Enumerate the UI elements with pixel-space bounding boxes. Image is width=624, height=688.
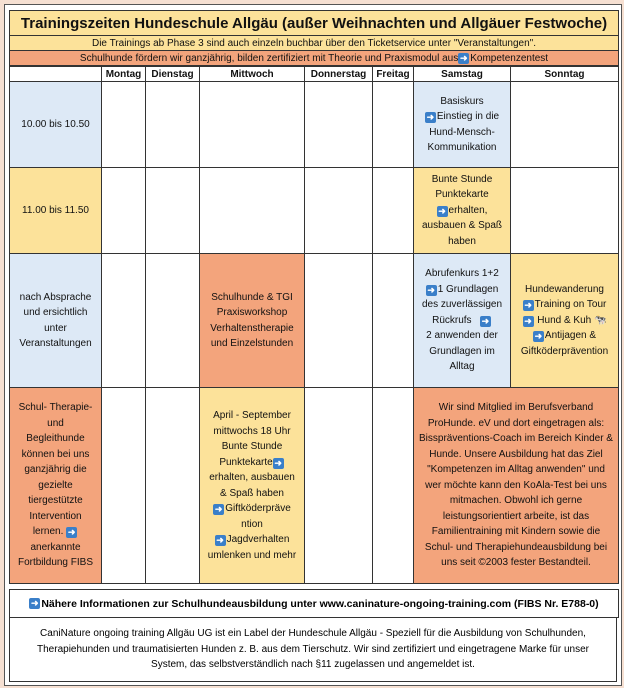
course-line: 2 anwenden der — [426, 330, 498, 342]
time-line: und — [47, 417, 64, 429]
course-line: Praxisworkshop — [216, 307, 288, 318]
header-time — [10, 67, 102, 82]
arrow-right-icon: ➜ — [481, 315, 490, 326]
empty-cell — [146, 254, 200, 388]
more-info-link[interactable] — [9, 589, 619, 618]
time-line: gezielte — [38, 479, 73, 491]
arrow-right-icon: ➜ — [438, 205, 446, 216]
header-day: Freitag — [373, 67, 414, 82]
course-line: Kommunikation — [427, 142, 497, 153]
course-cell-hundewanderung — [511, 254, 619, 388]
time-line: Schul- Therapie- — [18, 402, 93, 414]
info-line: "Kompetenzen im Alltag anwenden" und — [427, 464, 605, 476]
course-line: ➜ Einstieg in die — [426, 111, 500, 122]
schedule-sheet — [4, 4, 622, 686]
course-line: umlenken und mehr — [207, 549, 297, 561]
course-line: Abrufenkurs 1+2 — [425, 268, 499, 280]
empty-cell — [305, 168, 373, 254]
arrow-right-icon: ➜ — [274, 457, 282, 468]
empty-cell — [146, 388, 200, 584]
course-line: Punktekarte ➜ — [219, 456, 282, 468]
company-info — [9, 617, 617, 682]
empty-cell — [373, 82, 414, 168]
header-day: Mittwoch — [200, 67, 305, 82]
arrow-right-icon: ➜ — [214, 504, 223, 514]
table-row — [10, 168, 619, 254]
empty-cell — [102, 82, 146, 168]
header-day: Montag — [102, 67, 146, 82]
course-cell-bunte-stunde — [414, 168, 511, 254]
header-day: Samstag — [414, 67, 511, 82]
empty-cell — [373, 168, 414, 254]
company-info-line: CaniNature ongoing training Allgäu UG ist ein Label der Hundeschule Allgäu - Speziell für die Ausbildung von Schulhunden, — [40, 628, 586, 640]
course-line: ➜ Training on Tour — [524, 299, 607, 311]
ticket-info: Die Trainings ab Phase 3 sind auch einzeln buchbar über den Ticketservice unter "Veranstaltungen". — [9, 35, 619, 51]
info-line: Hunde. Unsere Ausbildung hat das Ziel — [429, 448, 603, 460]
course-line: erhalten, ausbauen — [209, 472, 295, 483]
school-dog-info-link: Kompetenzentest — [470, 52, 549, 64]
info-line: leistungsorientiert arbeite, ist das — [442, 510, 590, 522]
time-line: anerkannte — [30, 541, 81, 553]
info-line: ProHunde. eV und dort eingetragen als: — [427, 417, 605, 429]
time-line: nach Absprache — [19, 291, 92, 303]
info-line: wer möchte kann den KoAla-Test bei uns — [425, 479, 607, 491]
time-cell — [10, 82, 102, 168]
empty-cell — [200, 168, 305, 254]
time-line: Veranstaltungen — [19, 338, 92, 349]
empty-cell — [511, 82, 619, 168]
course-cell-mittwoch-abend — [200, 388, 305, 584]
arrow-right-icon: ➜ — [459, 52, 468, 63]
school-dog-info — [9, 50, 619, 66]
course-line: ➜ Hund & Kuh 🐄 — [524, 314, 607, 326]
arrow-right-icon: ➜ — [524, 315, 532, 326]
info-line: Schul- und Therapiehundeausbildung bei — [424, 541, 608, 553]
header-day: Dienstag — [146, 67, 200, 82]
course-cell-basiskurs — [414, 82, 511, 168]
arrow-right-icon: ➜ — [31, 598, 39, 608]
time-cell — [10, 388, 102, 584]
empty-cell — [146, 168, 200, 254]
empty-cell — [102, 168, 146, 254]
course-line: Hund-Mensch- — [429, 126, 495, 138]
empty-cell — [200, 82, 305, 168]
course-cell-workshop — [200, 254, 305, 388]
course-line: Bunte Stunde — [431, 173, 493, 185]
course-line: Alltag — [449, 361, 475, 373]
course-line: Verhaltenstherapie — [210, 322, 294, 334]
school-dog-info-text: Schulhunde fördern wir ganzjährig, bilden zertifiziert mit Theorie und Praxismodul aus — [79, 52, 459, 64]
time-line: Fortbildung FIBS — [17, 557, 94, 569]
course-line: ➜ Jagdverhalten — [216, 534, 290, 545]
cow-icon: 🐄 — [594, 314, 607, 326]
arrow-right-icon: ➜ — [534, 331, 543, 342]
page-title: Trainingszeiten Hundeschule Allgäu (außer Weihnachten und Allgäuer Festwoche) — [9, 10, 619, 36]
course-line: ➜ 1 Grundlagen — [427, 283, 499, 295]
empty-cell — [146, 82, 200, 168]
table-row — [10, 254, 619, 388]
course-line: Grundlagen im — [429, 345, 495, 357]
info-line: Bisspräventions-Coach im Bereich Kinder & — [419, 433, 613, 445]
arrow-right-icon: ➜ — [67, 527, 76, 538]
course-line: ausbauen & Spaß — [421, 220, 503, 232]
time-line: Intervention — [29, 510, 82, 522]
table-header-row — [10, 67, 619, 82]
arrow-right-icon: ➜ — [427, 284, 435, 295]
time-line: ganzjährig die — [24, 464, 87, 476]
course-line: Punktekarte — [435, 189, 489, 201]
arrow-right-icon: ➜ — [216, 535, 224, 545]
course-line: ➜ erhalten, — [438, 204, 488, 216]
course-line: haben — [448, 235, 476, 247]
course-line: ➜ Antijagen & — [534, 330, 597, 342]
company-info-line: System, das selbstverständlich nach §11 zugelassen und angemeldet ist. — [151, 659, 475, 671]
table-row — [10, 388, 619, 584]
info-line: uns seit ©2003 fester Bestandteil. — [441, 557, 591, 569]
time-line: können bei uns — [21, 448, 90, 460]
info-line: mitmachen. Obwohl ich gerne — [449, 495, 583, 507]
empty-cell — [305, 388, 373, 584]
header-day: Sonntag — [511, 67, 619, 82]
empty-cell — [511, 168, 619, 254]
course-line: & Spaß haben — [220, 487, 284, 499]
time-label: 11.00 bis 11.50 — [22, 204, 89, 216]
time-line: unter — [44, 322, 67, 334]
empty-cell — [373, 254, 414, 388]
more-info-text: Nähere Informationen zur Schulhundeausbildung unter www.caninature-ongoing-training.com (FIBS Nr. E788-0) — [41, 597, 599, 610]
course-line: Bunte Stunde — [221, 441, 283, 452]
schedule-table — [9, 66, 619, 584]
empty-cell — [305, 254, 373, 388]
header-day: Donnerstag — [305, 67, 373, 82]
time-line: lernen. ➜ — [32, 526, 76, 538]
arrow-right-icon: ➜ — [524, 300, 532, 311]
course-line: ➜ Giftköderpräve — [214, 503, 291, 514]
time-line: und ersichtlich — [23, 307, 88, 318]
empty-cell — [102, 388, 146, 584]
course-line: Basiskurs — [440, 95, 484, 107]
info-line: Wir sind Mitglied im Berufsverband — [438, 402, 594, 414]
table-row — [10, 82, 619, 168]
time-label: 10.00 bis 10.50 — [21, 118, 90, 130]
info-line: Familientraining mit Kindern sowie die — [431, 526, 601, 538]
course-line: April - September — [213, 410, 291, 421]
course-line: Rückrufs ➜ — [432, 314, 490, 326]
arrow-right-icon: ➜ — [426, 112, 435, 122]
course-line: mittwochs 18 Uhr — [213, 425, 291, 437]
course-cell-abrufenkurs — [414, 254, 511, 388]
empty-cell — [102, 254, 146, 388]
course-line: Schulhunde & TGI — [211, 291, 293, 303]
time-cell — [10, 254, 102, 388]
course-line: Hundewanderung — [525, 283, 604, 295]
course-line: und Einzelstunden — [210, 338, 294, 349]
membership-info-cell — [414, 388, 619, 584]
time-cell — [10, 168, 102, 254]
empty-cell — [305, 82, 373, 168]
time-line: tiergestützte — [28, 495, 83, 507]
course-line: des zuverlässigen — [421, 299, 503, 311]
course-line: Giftköderprävention — [520, 345, 609, 357]
time-line: Begleithunde — [26, 433, 85, 445]
course-line: ntion — [241, 518, 263, 530]
company-info-line: Therapiehunden und traumatisierten Hunden z. B. aus dem Tierschutz. Wir sind zertifiziert und eingetragene Marke für unser — [37, 643, 589, 655]
empty-cell — [373, 388, 414, 584]
